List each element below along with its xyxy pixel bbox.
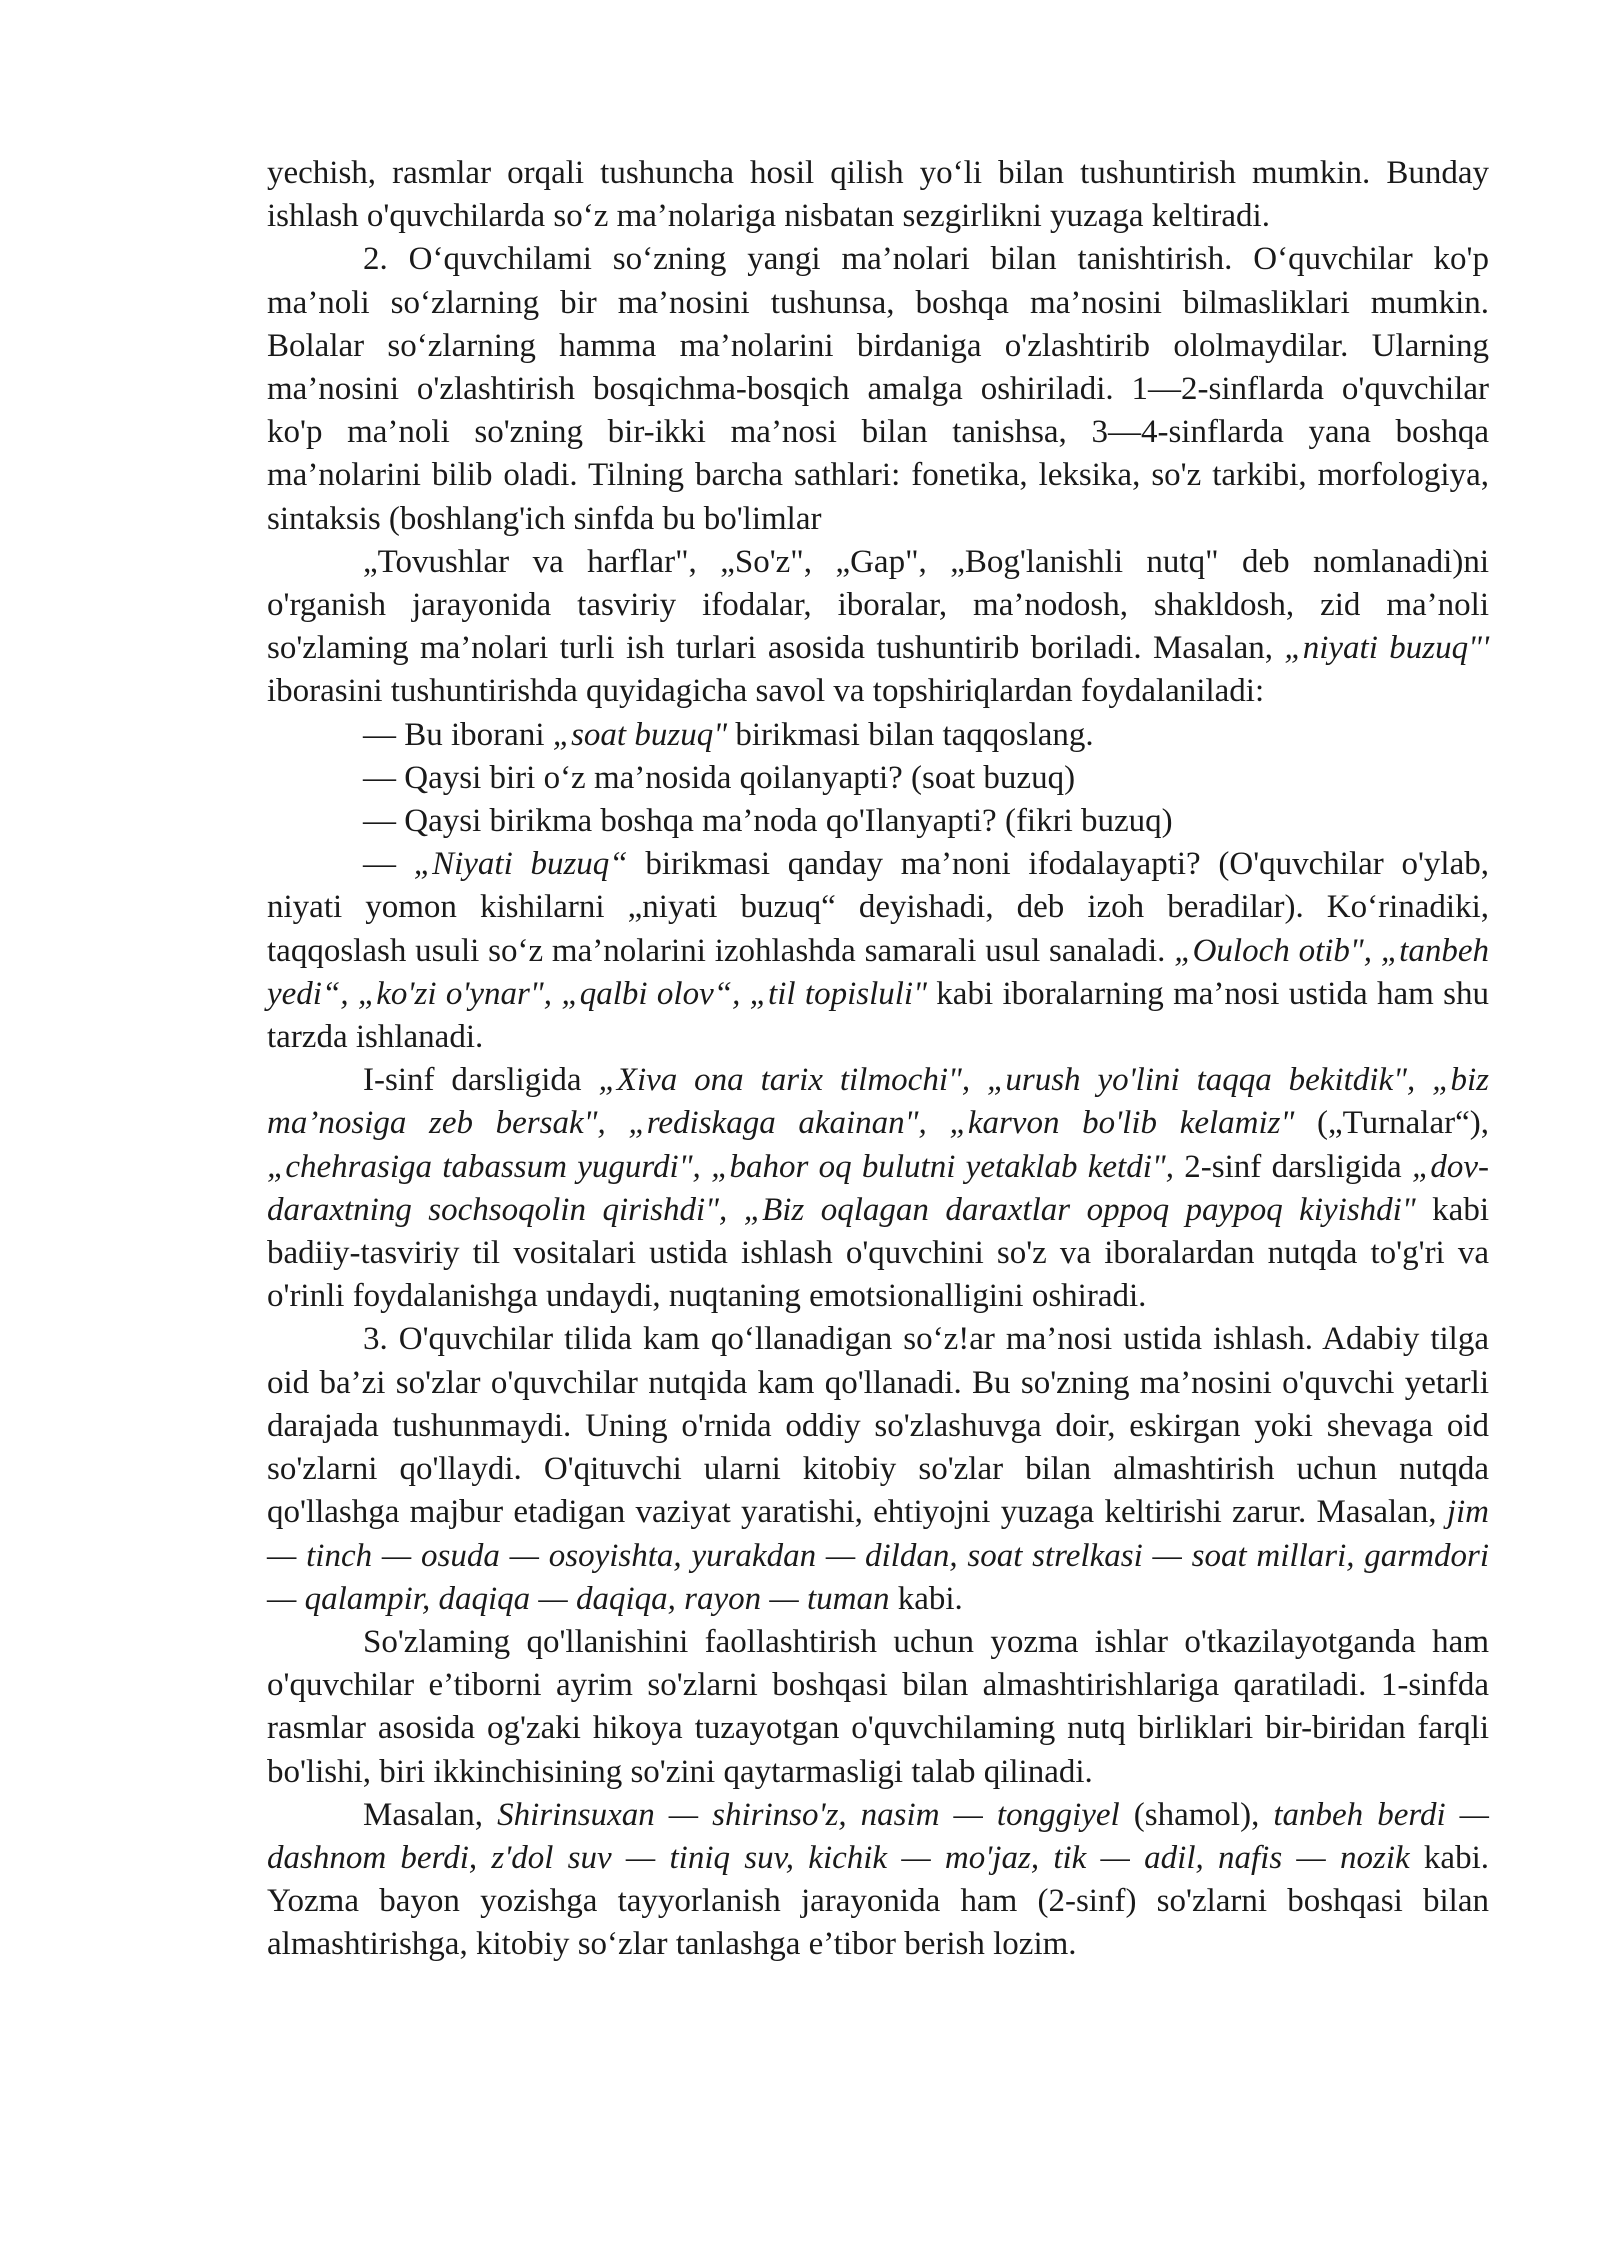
document-page [267, 152, 1489, 1967]
body-paragraph [267, 757, 1489, 800]
body-paragraph [267, 1318, 1489, 1620]
text-run: (shamol), [1119, 1796, 1274, 1833]
text-run: — Bu iborani [363, 716, 553, 753]
italic-phrase: tanbeh berdi — dashnom berdi, z'dol suv — tiniq suv, kichik — mo'jaz, tik — adil, nafis — nozik [267, 1796, 1490, 1876]
body-paragraph [267, 152, 1489, 238]
text-run: iborasini tushuntirishda quyidagicha savol va topshiriqlardan foydalaniladi: [267, 673, 1265, 710]
text-run: 2-sinf darsligida [1174, 1148, 1412, 1185]
italic-phrase: „niyati buzuq"' [1284, 630, 1490, 667]
text-run: („Turnalar“), [1294, 1105, 1489, 1142]
text-run: birikmasi qanday ma’noni ifodalayapti? (O'quvchilar o'ylab, niyati yomon kishilarni „niyati buzuq“ deyishadi, deb izoh beradilar). Ko‘rinadiki, taqqoslash usuli so‘z ma’nolarini izohlashda samarali usul sanaladi. [267, 846, 1490, 969]
text-run: kabi. [889, 1580, 963, 1617]
text-run: — Qaysi birikma boshqa ma’noda qo'Ilanyapti? (fikri buzuq) [363, 803, 1173, 840]
text-run: So'zlaming qo'llanishini faollashtirish uchun yozma ishlar o'tkazilayotganda ham o'quvchilar e’tiborni ayrim so'zlarni boshqasi bilan almashtirishlariga qaratiladi. 1-sinfda rasmlar asosida og'zaki hikoya tuzayotgan o'quvchilaming nutq birliklari bir-biridan farqli bo'lishi, biri ikkinchisining so'zini qaytarmasligi talab qilinadi. [267, 1623, 1489, 1790]
body-paragraph [267, 1621, 1489, 1794]
text-run: I-sinf darsligida [363, 1062, 599, 1099]
text-run: kabi. Yozma bayon yozishga tayyorlanish jarayonida ham (2-sinf) so'zlarni boshqasi bilan almashtirishga, kitobiy so‘zlar tanlashga e’tibor berish lozim. [267, 1839, 1489, 1963]
text-run: — Qaysi biri o‘z ma’nosida qoilanyapti? (soat buzuq) [363, 759, 1076, 796]
body-paragraph [267, 843, 1489, 1059]
body-paragraph [267, 800, 1489, 843]
text-run: — [363, 846, 414, 883]
text-run: „Tovushlar va harflar", „So'z", „Gap", „Bog'lanishli nutq" deb nomlanadi)ni o'rganish jarayonida tasviriy ifodalar, iboralar, ma’nodosh, shakldosh, zid ma’noli so'zlaming ma’nolari turli ish turlari asosida tushuntirib boriladi. Masalan, [267, 543, 1489, 667]
italic-phrase: „soat buzuq" [552, 716, 728, 753]
italic-phrase: „Ouloch otib", „tanbeh yedi“, „ko'zi o'ynar", „qalbi olov“, „til topisluli" [267, 932, 1489, 1012]
italic-phrase: „Xiva ona tarix tilmochi", „urush yo'lini taqqa bekitdik", „biz ma’nosiga zeb bersak", „rediskaga akainan", „karvon bo'lib kelamiz" [267, 1062, 1489, 1142]
italic-phrase: Shirinsuxan — shirinso'z, nasim — tonggiyel [497, 1796, 1120, 1833]
body-paragraph [267, 1794, 1489, 1967]
text-run: 2. O‘quvchilami so‘zning yangi ma’nolari bilan tanishtirish. O‘quvchilar ko'p ma’noli so‘zlarning bir ma’nosini tushunsa, boshqa ma’nosini bilmasliklari mumkin. Bolalar so‘zlarning hamma ma’nolarini birdaniga o'zlashtirib ololmaydilar. Ularning ma’nosini o'zlashtirish bosqichma-bosqich amalga oshiriladi. 1—2-sinflarda o'quvchilar ko'p ma’noli so'zning bir-ikki ma’nosi bilan tanishsa, 3—4-sinflarda yana boshqa ma’nolarini bilib oladi. Tilning barcha sathlari: fonetika, leksika, so'z tarkibi, morfologiya, sintaksis (boshlang'ich sinfda bu bo'limlar [267, 241, 1489, 537]
body-paragraph [267, 238, 1489, 540]
text-run: kabi iboralarning ma’nosi ustida ham shu tarzda ishlanadi. [267, 975, 1489, 1056]
body-paragraph [267, 714, 1489, 757]
text-run: yechish, rasmlar orqali tushuncha hosil qilish yo‘li bilan tushuntirish mumkin. Bunday ishlash o'quvchilarda so‘z ma’nolariga nisbatan sezgirlikni yuzaga keltiradi. [267, 155, 1489, 235]
italic-phrase: „Niyati buzuq“ [413, 846, 628, 883]
italic-phrase: „dov-daraxtning sochsoqolin qirishdi", „Biz oqlagan daraxtlar oppoq paypoq kiyishdi" [267, 1148, 1489, 1228]
italic-phrase: „chehrasiga tabassum yugurdi", „bahor oq bulutni yetaklab ketdi", [267, 1148, 1174, 1185]
body-paragraph [267, 1059, 1489, 1318]
body-paragraph [267, 541, 1489, 714]
text-run: kabi badiiy-tasviriy til vositalari ustida ishlash o'quvchini so'z va iboralardan nutqda to'g'ri va o'rinli foydalanishga undaydi, nuqtaning emotsionalligini oshiradi. [267, 1191, 1489, 1315]
text-run: birikmasi bilan taqqoslang. [727, 716, 1094, 753]
italic-phrase: jim — tinch — osuda — osoyishta, yurakdan — dildan, soat strelkasi — soat millari, garmdori — qalampir, daqiqa — daqiqa, rayon — tuman [267, 1494, 1489, 1617]
text-run: 3. O'quvchilar tilida kam qo‘llanadigan so‘z!ar ma’nosi ustida ishlash. Adabiy tilga oid ba’zi so'zlar o'quvchilar nutqida kam qo'llanadi. Bu so'zning ma’nosini o'quvchi yetarli darajada tushunmaydi. Uning o'rnida oddiy so'zlashuvga doir, eskirgan yoki shevaga oid so'zlarni qo'llaydi. O'qituvchi ularni kitobiy so'zlar bilan almashtirish uchun nutqda qo'llashga majbur etadigan vaziyat yaratishi, ehtiyojni yuzaga keltirishi zarur. Masalan, [267, 1321, 1489, 1531]
text-run: Masalan, [363, 1796, 498, 1833]
